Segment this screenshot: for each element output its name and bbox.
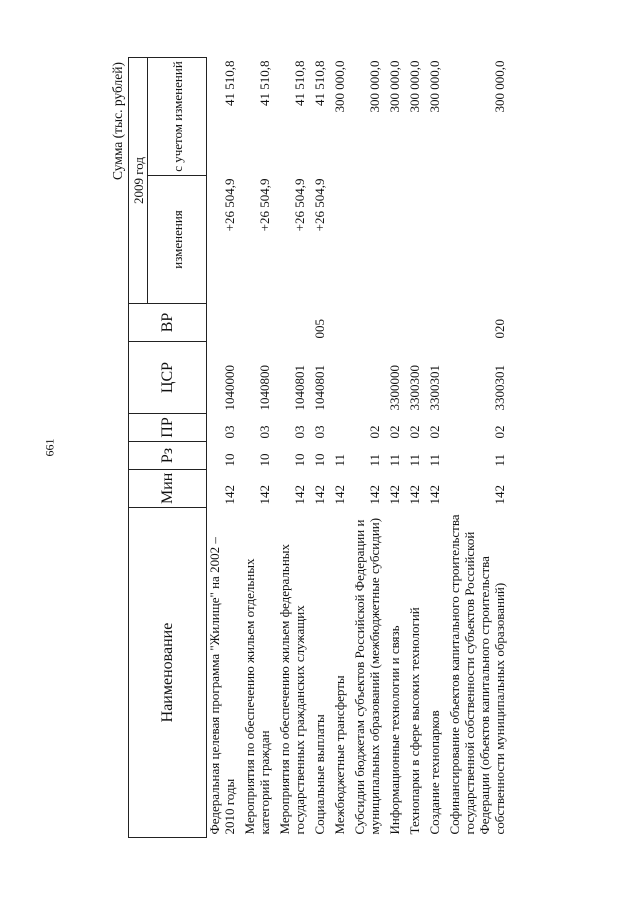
row-total: 41 510,8 bbox=[222, 60, 237, 106]
row-pr: 03 bbox=[292, 425, 307, 439]
table-row bbox=[447, 58, 507, 838]
table-row bbox=[407, 58, 422, 838]
row-min: 142 bbox=[257, 485, 272, 505]
row-rz: 11 bbox=[407, 453, 422, 467]
row-vr bbox=[207, 304, 238, 342]
row-min: 142 bbox=[367, 485, 382, 505]
row-min: 142 bbox=[312, 485, 327, 505]
row-csr: 1040801 bbox=[312, 365, 327, 411]
row-total: 41 510,8 bbox=[257, 60, 272, 106]
row-vr bbox=[427, 304, 442, 342]
row-total: 300 000,0 bbox=[492, 60, 507, 113]
header-changes: изменения bbox=[148, 176, 207, 304]
row-pr: 03 bbox=[312, 425, 327, 439]
row-min: 142 bbox=[427, 485, 442, 505]
row-changes: +26 504,9 bbox=[222, 178, 237, 232]
row-name: Межбюджетные трансферты bbox=[332, 675, 347, 835]
row-pr: 02 bbox=[387, 425, 402, 439]
row-rz: 10 bbox=[312, 453, 327, 467]
table-row bbox=[352, 58, 382, 838]
row-total: 300 000,0 bbox=[387, 60, 402, 113]
row-pr: 03 bbox=[257, 425, 272, 439]
row-total: 300 000,0 bbox=[332, 60, 347, 113]
header-pr: ПР bbox=[129, 414, 207, 442]
row-min: 142 bbox=[492, 485, 507, 505]
header-csr: ЦСР bbox=[129, 342, 207, 414]
row-name: Социальные выплаты bbox=[312, 714, 327, 835]
row-name: Технопарки в сфере высоких технологий bbox=[407, 607, 422, 835]
row-changes bbox=[407, 176, 422, 304]
row-pr bbox=[332, 414, 347, 442]
row-total: 300 000,0 bbox=[367, 60, 382, 113]
row-rz: 11 bbox=[332, 453, 347, 467]
row-rz: 11 bbox=[387, 453, 402, 467]
header-year: 2009 год bbox=[129, 58, 148, 304]
row-name: Мероприятия по обеспечению жильем федеральных государственных гражданских служащих bbox=[277, 543, 307, 835]
table-row bbox=[427, 58, 442, 838]
header-min: Мин bbox=[129, 470, 207, 508]
row-min: 142 bbox=[332, 485, 347, 505]
row-total: 300 000,0 bbox=[427, 60, 442, 113]
header-rz: Рз bbox=[129, 442, 207, 470]
row-csr: 3300000 bbox=[387, 365, 402, 411]
row-name: Мероприятия по обеспечению жильем отдельных категорий граждан bbox=[242, 558, 272, 835]
row-csr: 3300301 bbox=[427, 365, 442, 411]
row-changes: +26 504,9 bbox=[257, 178, 272, 232]
table-row bbox=[387, 58, 402, 838]
table-row bbox=[277, 58, 307, 838]
row-rz: 11 bbox=[492, 453, 507, 467]
row-changes bbox=[352, 176, 382, 304]
row-pr: 02 bbox=[427, 425, 442, 439]
row-rz: 11 bbox=[427, 453, 442, 467]
rotated-table-area bbox=[110, 58, 585, 838]
row-rz: 10 bbox=[222, 453, 237, 467]
row-vr bbox=[407, 304, 422, 342]
row-csr bbox=[352, 342, 382, 414]
row-changes: +26 504,9 bbox=[312, 178, 327, 232]
row-pr: 02 bbox=[492, 425, 507, 439]
header-with-changes: с учетом изменений bbox=[148, 58, 207, 176]
row-rz: 11 bbox=[367, 453, 382, 467]
table-row bbox=[242, 58, 272, 838]
table-row bbox=[312, 58, 327, 838]
row-pr: 03 bbox=[222, 425, 237, 439]
row-csr: 3300300 bbox=[407, 365, 422, 411]
row-name: Создание технопарков bbox=[427, 710, 442, 835]
row-min: 142 bbox=[387, 485, 402, 505]
row-vr bbox=[387, 304, 402, 342]
row-vr: 020 bbox=[492, 319, 507, 339]
row-changes bbox=[427, 176, 442, 304]
row-name: Информационные технологии и связь bbox=[387, 625, 402, 835]
row-csr: 1040800 bbox=[257, 365, 272, 411]
units-caption: Сумма (тыс. рублей) bbox=[110, 62, 125, 180]
row-name: Софинансирование объектов капитального строительства государственной собственности субъектов Российской Федерации (объектов капитального строительства собственности муниципальных образований) bbox=[447, 514, 507, 835]
row-min: 142 bbox=[222, 485, 237, 505]
row-vr bbox=[277, 304, 307, 342]
row-name: Федеральная целевая программа "Жилище" на 2002 – 2010 годы bbox=[207, 537, 237, 835]
row-changes bbox=[387, 176, 402, 304]
row-changes bbox=[447, 176, 507, 304]
row-total: 300 000,0 bbox=[407, 60, 422, 113]
row-vr bbox=[352, 304, 382, 342]
row-pr: 02 bbox=[367, 425, 382, 439]
table-row bbox=[207, 58, 238, 838]
row-total: 41 510,8 bbox=[292, 60, 307, 106]
row-changes: +26 504,9 bbox=[292, 178, 307, 232]
header-name: Наименование bbox=[129, 508, 207, 838]
row-vr bbox=[332, 304, 347, 342]
table-body bbox=[207, 58, 508, 838]
table-row bbox=[332, 58, 347, 838]
row-pr: 02 bbox=[407, 425, 422, 439]
row-csr: 1040000 bbox=[222, 365, 237, 411]
row-csr bbox=[332, 342, 347, 414]
page-number: 661 bbox=[42, 438, 57, 457]
row-min: 142 bbox=[407, 485, 422, 505]
row-changes bbox=[332, 176, 347, 304]
row-vr bbox=[242, 304, 272, 342]
header-vr: ВР bbox=[129, 304, 207, 342]
row-total: 41 510,8 bbox=[312, 60, 327, 106]
row-csr: 1040801 bbox=[292, 365, 307, 411]
budget-table bbox=[128, 57, 507, 838]
row-csr: 3300301 bbox=[492, 365, 507, 411]
row-rz: 10 bbox=[292, 453, 307, 467]
row-vr: 005 bbox=[312, 319, 327, 339]
row-min: 142 bbox=[292, 485, 307, 505]
row-rz: 10 bbox=[257, 453, 272, 467]
row-name: Субсидии бюджетам субъектов Российской Федерации и муниципальных образований (межбюджетные субсидии) bbox=[352, 517, 382, 835]
